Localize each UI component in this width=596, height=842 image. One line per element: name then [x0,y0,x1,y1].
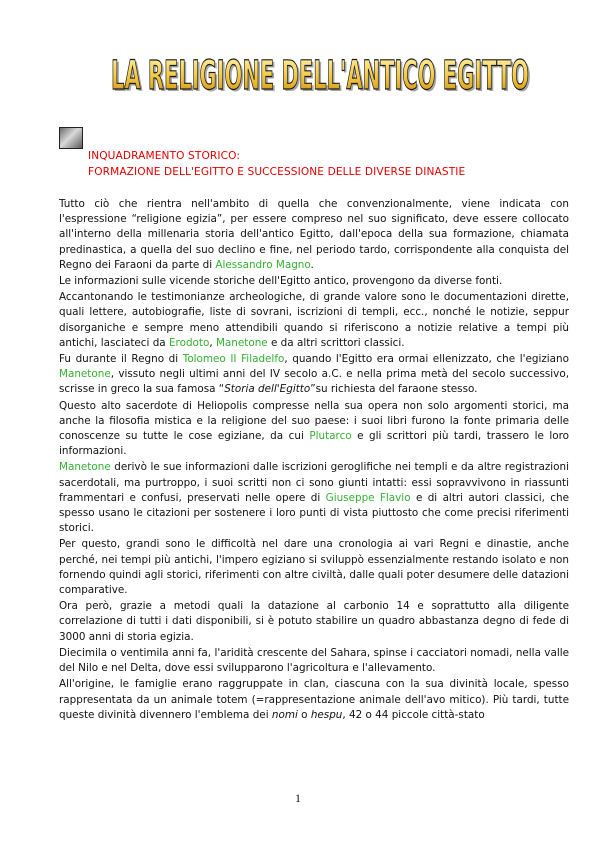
text: e di altri autori classici, che spesso usano le citazioni per sostenere i loro punti di vista piuttosto che come precisi riferimenti storici. [59,491,569,535]
paragraph-1 [59,197,569,273]
link-tolomeo[interactable]: Tolomeo II Filadelfo [182,353,285,366]
link-giuseppe-flavio[interactable]: Giuseppe Flavio [325,491,411,504]
link-manetone[interactable]: Manetone [59,368,111,381]
paragraph-3 [59,290,569,351]
paragraph-8: Ora però, grazie a metodi quali la datazione al carbonio 14 e soprattutto alla diligente correlazione di tutti i dati disponibili, si è potuto stabilire un quadro abbastanza degno di fede di 3000 anni di storia egizia. [59,600,569,643]
paragraph-6 [59,460,569,536]
section-icon [59,127,83,149]
wordart-title [0,50,596,96]
paragraph-7: Per questo, grandi sono le difficoltà nel dare una cronologia ai vari Regni e dinastie, anche perché, nei tempi più antichi, l'impero egiziano si sviluppò essenzialmente restando isolato e non fornendo quindi agli storici, riferimenti con altre civiltà, dalle quali poter desumere delle datazioni comparative. [59,538,569,597]
page-number: 1 [295,791,301,805]
text: ”su richiesta del faraone stesso. [310,383,478,396]
text: All'origine, le famiglie erano raggruppate in clan, ciascuna con la sua divinità locale, spesso rappresentata da un animale totem (=rappresentazione animale dell'avo mitico). Più tardi, tutte queste divinità divennero l'emblema dei [59,678,569,721]
term: nomi [271,708,298,721]
paragraph-4 [59,352,569,398]
page-title: LA RELIGIONE DELL'ANTICO EGITTO [113,55,531,96]
text: e gli scrittori più tardi, trassero le loro informazioni. [59,430,569,458]
heading-line-2: FORMAZIONE DELL'EGITTO E SUCCESSIONE DELLE DIVERSE DINASTIE [88,166,466,178]
link-plutarco[interactable]: Plutarco [309,430,352,443]
link-erodoto[interactable]: Erodoto [168,336,210,349]
text: Fu durante il Regno di [59,353,183,366]
document-body [59,197,569,724]
link-manetone[interactable]: Manetone [215,336,268,349]
text: derivò le sue informazioni dalle iscrizioni geroglifiche nei templi e da altre registrazioni sacerdotali, ma purtroppo, i suoi scritti non ci sono giunti intatti: essi sopravvivono in riassunti frammentari e confusi, preservati nelle opere di [59,461,569,504]
link-alessandro-magno[interactable]: Alessandro Magno [215,258,311,271]
text: , quando l'Egitto era ormai ellenizzato, che l'egiziano [284,353,569,366]
text: o [297,708,311,721]
text: Questo alto sacerdote di Heliopolis compresse nella sua opera non solo argomenti storici, ma anche la filosofia mistica e la religione del suo paese: i suoi libri furono la fonte primaria delle conoscenze su tutte le cose egiziane, da cui [59,399,569,443]
paragraph-2: Le informazioni sulle vicende storiche dell'Egitto antico, provengono da diverse fonti. [59,275,503,288]
page-title-front: LA RELIGIONE DELL'ANTICO EGITTO [111,53,529,96]
heading-line-1: INQUADRAMENTO STORICO: [88,150,240,162]
section-heading [88,148,568,180]
text: Accantonando le testimonianze archeologiche, di grande valore sono le documentazioni dirette, quali lettere, autobiografie, liste di sovrani, iscrizioni di templi, ecc., nonché le notizie, seppur disorganiche e sempre meno attendibili quando si riferiscono a notizie relative a tempi più antichi, lasciateci da [59,291,569,349]
text: e da altri scrittori classici. [267,336,405,349]
paragraph-9: Diecimila o ventimila anni fa, l'aridità crescente del Sahara, spinse i cacciatori nomadi, nella valle del Nilo e nel Delta, dove essi svilupparono l'agricoltura e l'allevamento. [59,646,569,675]
paragraph-5 [59,399,569,460]
text: Tutto ciò che rientra nell'ambito di quella che convenzionalmente, viene indicata con l'espressione “religione egizia”, per essere compreso nel suo significato, deve essere collocato all'interno della millenaria storia dell'antico Egitto, dall'epoca della sua formazione, chiamata predinastica, a quella del suo declino e fine, nel periodo tardo, corrispondente alla conquista del Regno dei Faraoni da parte di [59,198,569,271]
link-manetone[interactable]: Manetone [59,461,111,474]
text: . [310,258,314,271]
book-title: Storia dell'Egitto [224,383,311,396]
text: , vissuto negli ultimi anni del IV secolo a.C. e nella prima metà del secolo successivo, scrisse in greco la sua famosa “ [59,368,569,396]
text: , [209,336,216,349]
paragraph-10 [59,677,569,723]
term: hespu [310,708,343,721]
text: , 42 o 44 piccole città-stato [342,708,485,721]
